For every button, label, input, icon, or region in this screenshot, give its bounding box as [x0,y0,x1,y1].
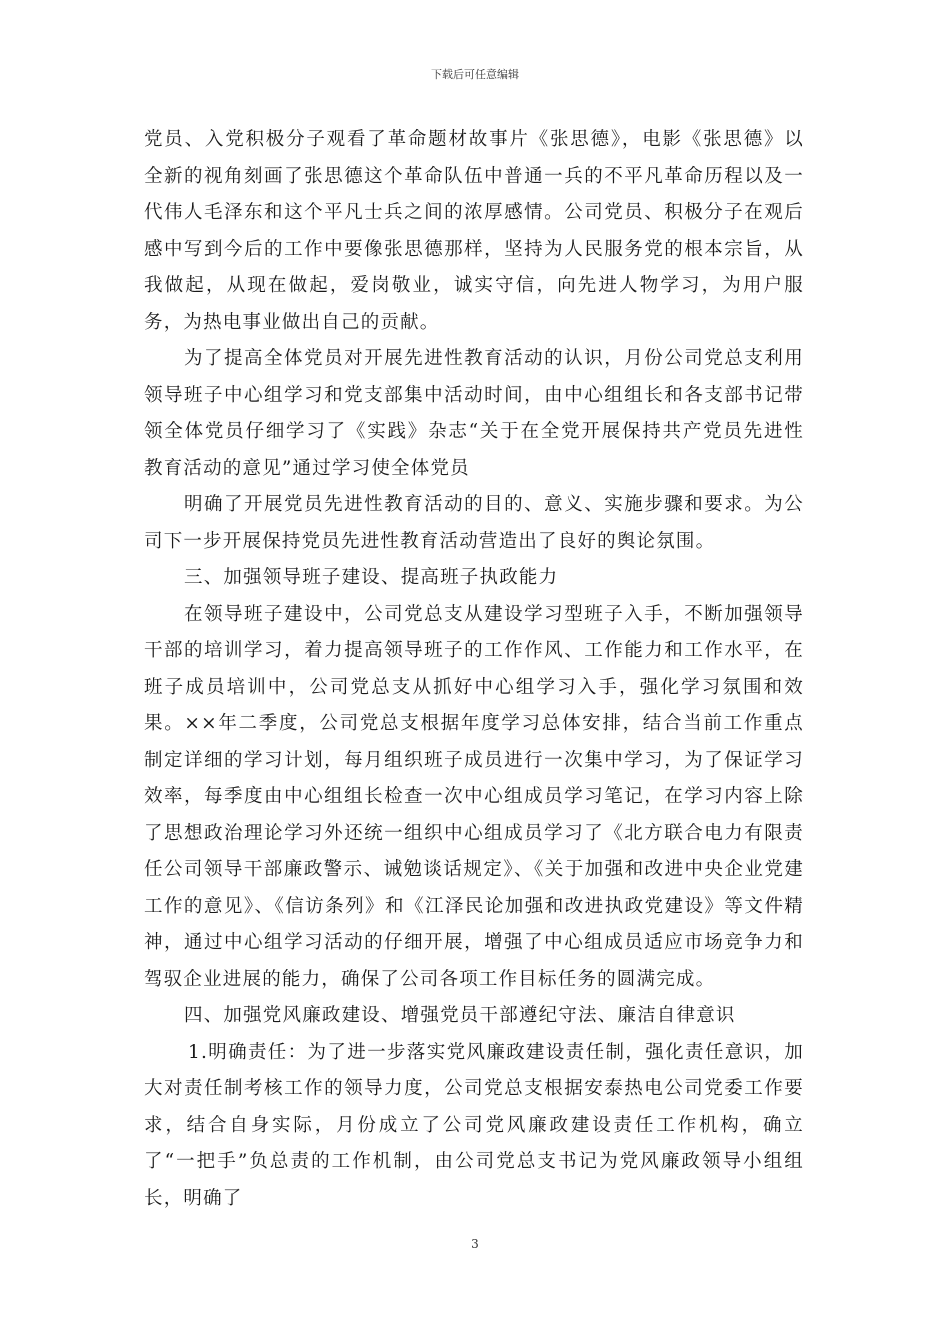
page-header: 下载后可任意编辑 [431,68,519,81]
section-heading-leadership: 三、加强领导班子建设、提高班子执政能力 [184,567,559,588]
document-body [144,122,804,1217]
paragraph-education-result: 明确了开展党员先进性教育活动的目的、意义、实施步骤和要求。为公司下一步开展保持党员先进性教育活动营造出了良好的舆论氛围。 [144,494,804,552]
paragraph-responsibility: 1.明确责任：为了进一步落实党风廉政建设责任制，强化责任意识，加大对责任制考核工作的领导力度，公司党总支根据安泰热电公司党委工作要求，结合自身实际，月份成立了公司党风廉政建设责任工作机构，确立了“一把手”负总责的工作机制，由公司党总支书记为党风廉政领导小组组长，明确了 [144,1041,804,1209]
paragraph-education-study: 为了提高全体党员对开展先进性教育活动的认识，月份公司党总支利用领导班子中心组学习和党支部集中活动时间，由中心组组长和各支部书记带领全体党员仔细学习了《实践》杂志“关于在全党开展保持共产党员先进性教育活动的意见”通过学习使全体党员 [144,348,804,479]
section-heading-integrity: 四、加强党风廉政建设、增强党员干部遵纪守法、廉洁自律意识 [184,1005,736,1026]
page-number: 3 [471,1237,479,1251]
paragraph-leadership: 在领导班子建设中，公司党总支从建设学习型班子入手，不断加强领导干部的培训学习，着力提高领导班子的工作作风、工作能力和工作水平，在班子成员培训中，公司党总支从抓好中心组学习入手，强化学习氛围和效果。××年二季度，公司党总支根据年度学习总体安排，结合当前工作重点制定详细的学习计划，每月组织班子成员进行一次集中学习，为了保证学习效率，每季度由中心组组长检查一次中心组成员学习笔记，在学习内容上除了思想政治理论学习外还统一组织中心组成员学习了《北方联合电力有限责任公司领导干部廉政警示、诫勉谈话规定》、《关于加强和改进中央企业党建工作的意见》、《信访条列》和《江泽民论加强和改进执政党建设》等文件精神，通过中心组学习活动的仔细开展，增强了中心组成员适应市场竞争力和驾驭企业进展的能力，确保了公司各项工作目标任务的圆满完成。 [144,603,804,990]
paragraph-continuation: 党员、入党积极分子观看了革命题材故事片《张思德》，电影《张思德》以全新的视角刻画了张思德这个革命队伍中普通一兵的不平凡革命历程以及一代伟人毛泽东和这个平凡士兵之间的浓厚感情。公司党员、积极分子在观后感中写到今后的工作中要像张思德那样，坚持为人民服务党的根本宗旨，从我做起，从现在做起，爱岗敬业，诚实守信，向先进人物学习，为用户服务，为热电事业做出自己的贡献。 [144,129,804,333]
